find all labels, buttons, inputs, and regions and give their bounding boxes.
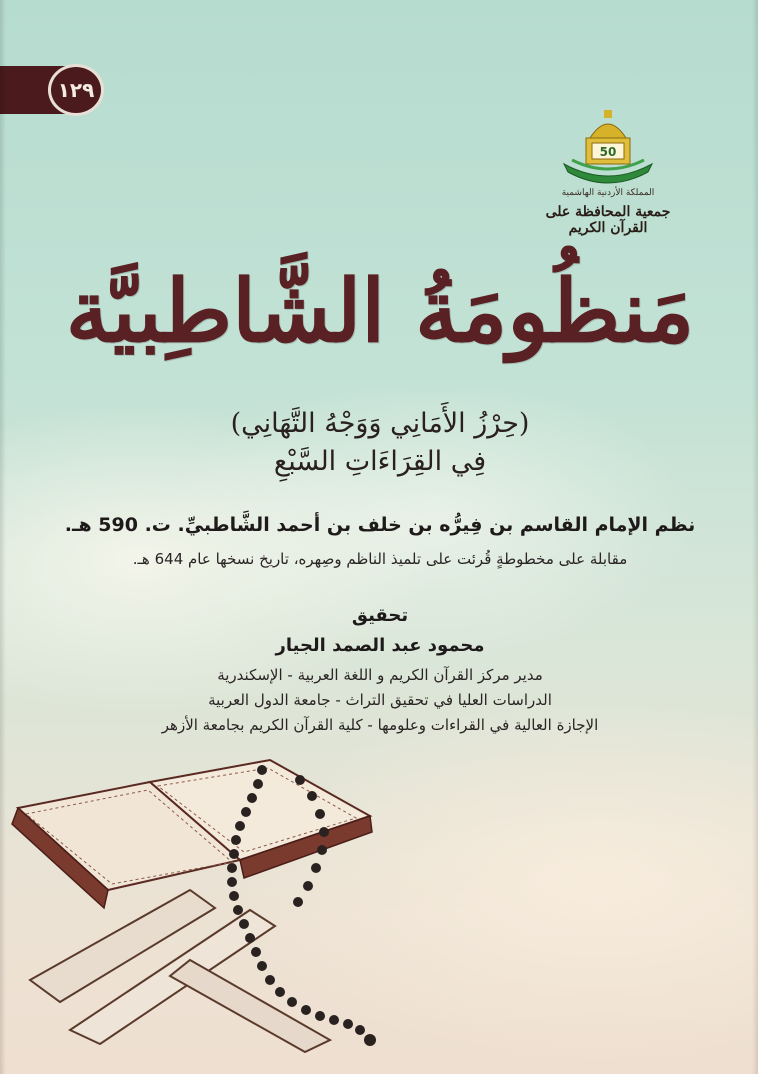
editor-credential: مدير مركز القرآن الكريم و اللغة العربية - الإسكندرية (217, 666, 543, 684)
book-subtitle-line2: فِي القِرَاءَاتِ السَّبْعِ (273, 446, 487, 477)
book-subtitle-line1: (حِرْزُ الأَمَانِي وَوَجْهُ التَّهَانِي) (230, 408, 530, 439)
editor-name: محمود عبد الصمد الجيار (275, 635, 485, 656)
editor-credential: الدراسات العليا في تحقيق التراث - جامعة الدول العربية (208, 691, 552, 709)
quran-on-stand-illustration (0, 740, 420, 1074)
editor-credential: الإجازة العالية في القراءات وعلومها - كلية القرآن الكريم بجامعة الأزهر (161, 716, 599, 734)
logo-emblem-label: 50 (599, 145, 617, 159)
book-title: مَنظُومَةُ الشَّاطِبيَّة (65, 261, 695, 362)
editor-label: تحقيق (351, 605, 409, 626)
page-edge-shadow (752, 0, 758, 1074)
collation-note: مقابلة على مخطوطةٍ قُرئت على تلميذ الناظم وصِهره، تاريخ نسخها عام 644 هـ. (132, 550, 628, 568)
publisher-name: جمعية المحافظة على القرآن الكريم (545, 204, 671, 236)
publisher-tagline: المملكة الأردنية الهاشمية (561, 188, 655, 198)
series-number-badge: ١٢٩ (48, 64, 104, 116)
publisher-logo (545, 108, 671, 243)
association-emblem-icon (558, 108, 658, 188)
author-line: نظم الإمام القاسم بن فِيرُّه بن خلف بن أحمد الشَّاطبيِّ. ت. 590 هـ. (64, 514, 696, 536)
